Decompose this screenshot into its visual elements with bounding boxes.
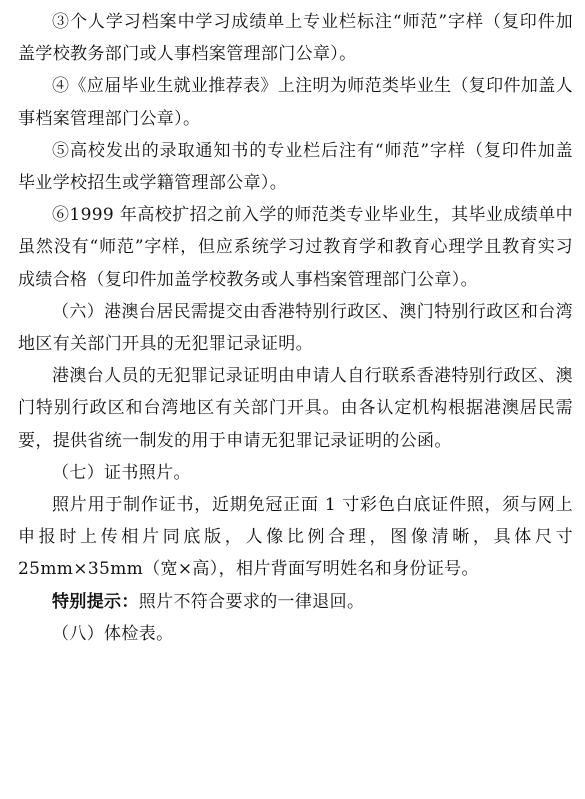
paragraph-text: ⑤高校发出的录取通知书的专业栏后注有“师范”字样（复印件加盖毕业学校招生或学籍管理部公章）。 — [18, 140, 573, 194]
paragraph-text: （八）体检表。 — [52, 623, 174, 644]
paragraph-text: 照片用于制作证书，近期免冠正面 1 寸彩色白底证件照，须与网上申报时上传相片同底版，人像比例合理，图像清晰，具体尺寸 25mm×35mm（宽×高），相片背面写明姓名和身份证号。 — [18, 495, 573, 580]
paragraph-text: ⑥1999 年高校扩招之前入学的师范类专业毕业生，其毕业成绩单中虽然没有“师范”字样，但应系统学习过教育学和教育心理学且教育实习成绩合格（复印件加盖学校教务或人事档案管理部门公章）。 — [18, 205, 573, 290]
special-notice-text: 照片不符合要求的一律退回。 — [138, 591, 365, 612]
section-eight — [18, 618, 573, 650]
paragraph-item-4 — [18, 70, 573, 134]
section-seven — [18, 457, 573, 489]
paragraph-item-3 — [18, 6, 573, 70]
photo-requirements — [18, 489, 573, 586]
paragraph-text: 港澳台人员的无犯罪记录证明由申请人自行联系香港特别行政区、澳门特别行政区和台湾地区有关部门开具。由各认定机构根据港澳居民需要，提供省统一制发的用于申请无犯罪记录证明的公函。 — [18, 366, 573, 451]
paragraph-item-6 — [18, 199, 573, 296]
special-notice-label: 特别提示： — [52, 591, 139, 612]
paragraph-text: ④《应届毕业生就业推荐表》上注明为师范类毕业生（复印件加盖人事档案管理部门公章）。 — [18, 76, 573, 129]
special-notice — [18, 586, 573, 618]
paragraph-text: （六）港澳台居民需提交由香港特别行政区、澳门特别行政区和台湾地区有关部门开具的无犯罪记录证明。 — [18, 301, 573, 355]
criminal-record-note — [18, 360, 573, 457]
paragraph-text: ③个人学习档案中学习成绩单上专业栏标注“师范”字样（复印件加盖学校教务部门或人事档案管理部门公章）。 — [18, 12, 573, 65]
paragraph-item-5 — [18, 135, 573, 199]
section-six — [18, 296, 573, 360]
paragraph-text: （七）证书照片。 — [52, 462, 191, 483]
